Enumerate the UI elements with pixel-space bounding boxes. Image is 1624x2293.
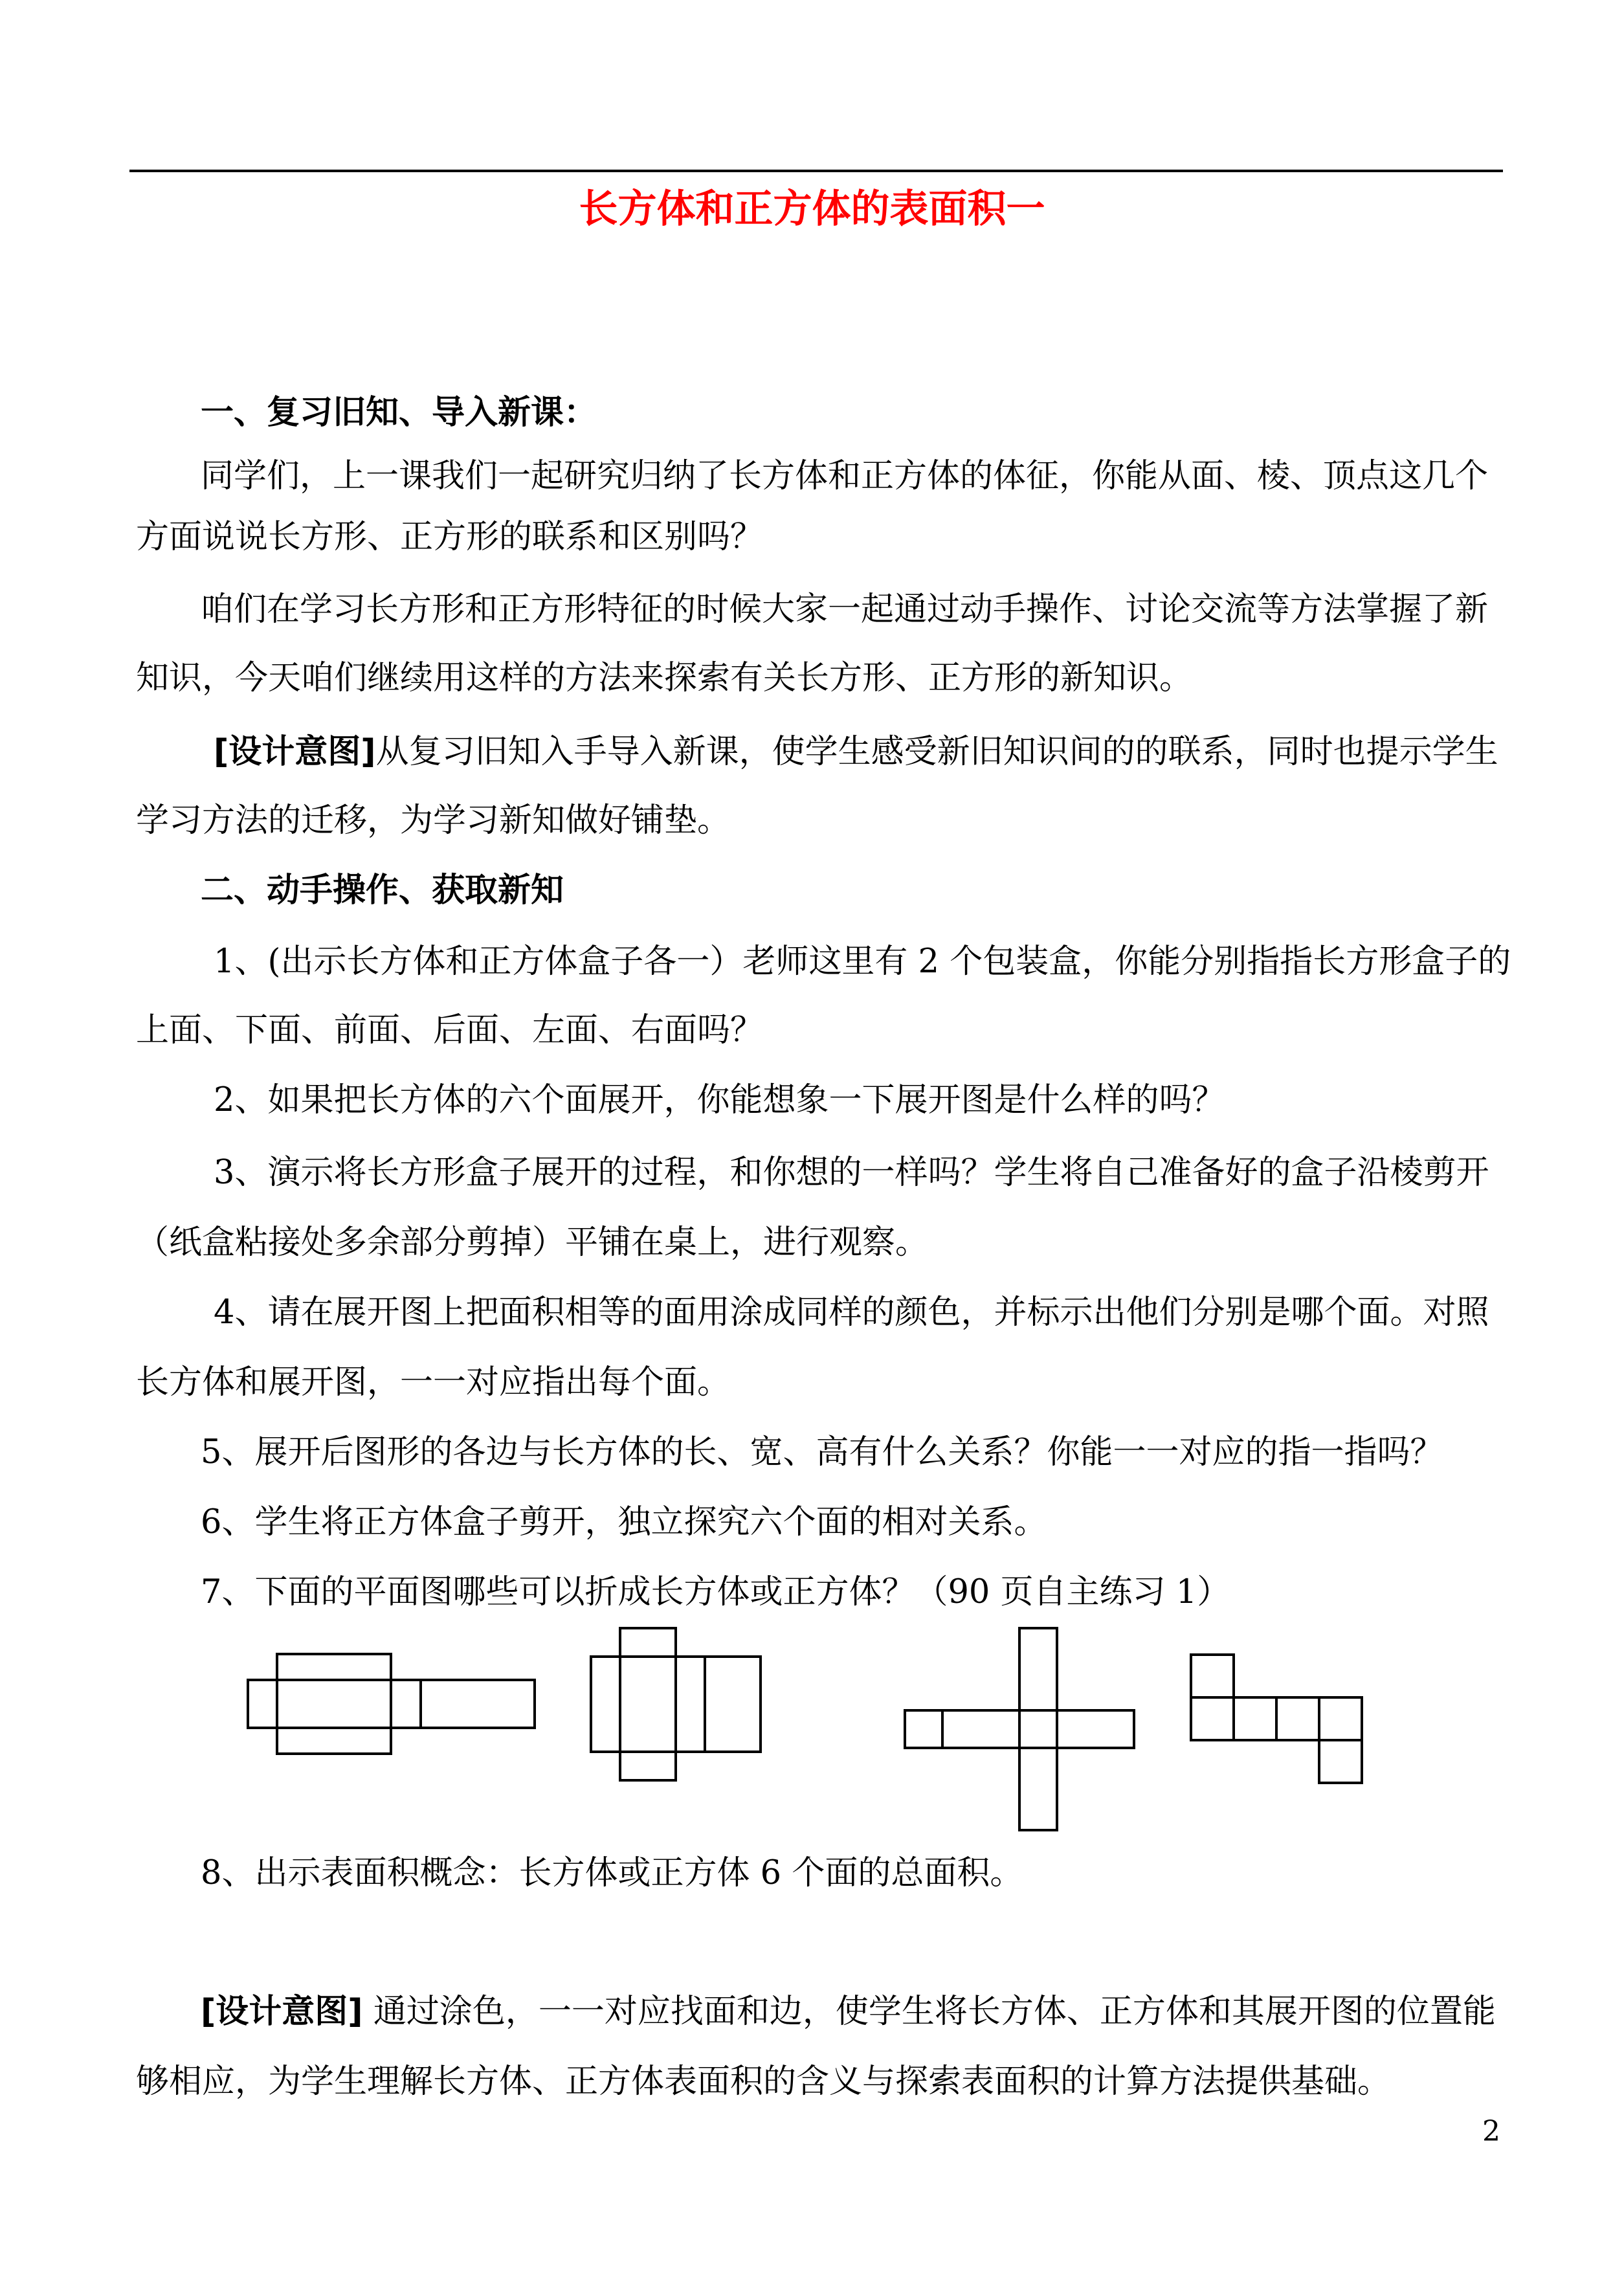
net-figure-4: [1191, 1655, 1362, 1783]
net2-face: [620, 1752, 676, 1780]
item3-line1: 3、演示将长方形盒子展开的过程，和你想的一样吗？学生将自己准备好的盒子沿棱剪开: [214, 1154, 1489, 1192]
net1-face: [277, 1728, 391, 1754]
net2-face: [705, 1657, 761, 1752]
net3-face: [942, 1710, 1019, 1748]
section2-design-intent-line1: [201, 1993, 1496, 2031]
net1-face: [277, 1680, 391, 1728]
item2: 2、如果把长方体的六个面展开，你能想象一下展开图是什么样的吗？: [214, 1081, 1225, 1119]
item4-line2: 长方体和展开图，一一对应指出每个面。: [136, 1363, 731, 1402]
section2-design-intent-line2: 够相应，为学生理解长方体、正方体表面积的含义与探索表面积的计算方法提供基础。: [136, 2063, 1391, 2101]
item6: 6、学生将正方体盒子剪开，独立探究六个面的相对关系。: [201, 1503, 1047, 1541]
net4-face: [1276, 1697, 1319, 1740]
net3-face: [1057, 1710, 1134, 1748]
net-figure-1: [248, 1654, 535, 1754]
net1-face: [421, 1680, 535, 1728]
net1-face: [248, 1680, 277, 1728]
design-intent-label: [设计意图]: [214, 733, 376, 771]
item5: 5、展开后图形的各边与长方体的长、宽、高有什么关系？你能一一对应的指一指吗？: [201, 1433, 1443, 1471]
page-number: 2: [1482, 2115, 1500, 2148]
document-title: 长方体和正方体的表面积一: [579, 186, 1045, 232]
section1-paragraph2-line2: 知识，今天咱们继续用这样的方法来探索有关长方形、正方形的新知识。: [136, 659, 1193, 697]
item1-line2: 上面、下面、前面、后面、左面、右面吗？: [136, 1011, 764, 1049]
net1-face: [391, 1680, 421, 1728]
section1-paragraph1-line1: 同学们，上一课我们一起研究归纳了长方体和正方体的体征，你能从面、棱、顶点这几个: [201, 457, 1489, 495]
section1-heading: 一、复习旧知、导入新课：: [201, 394, 597, 432]
net4-face: [1191, 1655, 1234, 1697]
item7: 7、下面的平面图哪些可以折成长方体或正方体？（90 页自主练习 1）: [201, 1573, 1230, 1611]
net3-face: [1019, 1710, 1057, 1748]
net2-face: [620, 1628, 676, 1657]
net2-face: [620, 1657, 676, 1752]
design-intent-text: 通过涂色，一一对应找面和边，使学生将长方体、正方体和其展开图的位置能: [362, 1993, 1496, 2031]
net4-face: [1191, 1697, 1234, 1740]
section1-paragraph1-line2: 方面说说长方形、正方形的联系和区别吗？: [136, 518, 764, 556]
net2-face: [591, 1657, 620, 1752]
net1-face: [277, 1654, 391, 1680]
section1-design-intent-line2: 学习方法的迁移，为学习新知做好铺垫。: [136, 801, 731, 840]
net3-face: [905, 1710, 942, 1748]
net-figure-3: [905, 1628, 1134, 1830]
item3-line2: （纸盒粘接处多余部分剪掉）平铺在桌上，进行观察。: [136, 1224, 929, 1262]
net4-face: [1319, 1697, 1362, 1740]
section2-heading: 二、动手操作、获取新知: [201, 871, 564, 910]
net4-face: [1234, 1697, 1276, 1740]
design-intent-text: 从复习旧知入手导入新课，使学生感受新旧知识间的的联系，同时也提示学生: [375, 733, 1498, 771]
design-intent-label: [设计意图]: [201, 1993, 363, 2031]
net4-face: [1319, 1740, 1362, 1783]
net3-face: [1019, 1748, 1057, 1830]
item8: 8、出示表面积概念：长方体或正方体 6 个面的总面积。: [201, 1854, 1023, 1892]
net3-face: [1019, 1628, 1057, 1710]
section1-paragraph2-line1: 咱们在学习长方形和正方形特征的时候大家一起通过动手操作、讨论交流等方法掌握了新: [201, 590, 1489, 629]
net2-face: [676, 1657, 705, 1752]
net-figure-2: [591, 1628, 761, 1780]
item1-line1: 1、(出示长方体和正方体盒子各一）老师这里有 2 个包装盒，你能分别指指长方形盒子的: [214, 943, 1511, 981]
item4-line1: 4、请在展开图上把面积相等的面用涂成同样的颜色，并标示出他们分别是哪个面。对照: [214, 1293, 1489, 1332]
